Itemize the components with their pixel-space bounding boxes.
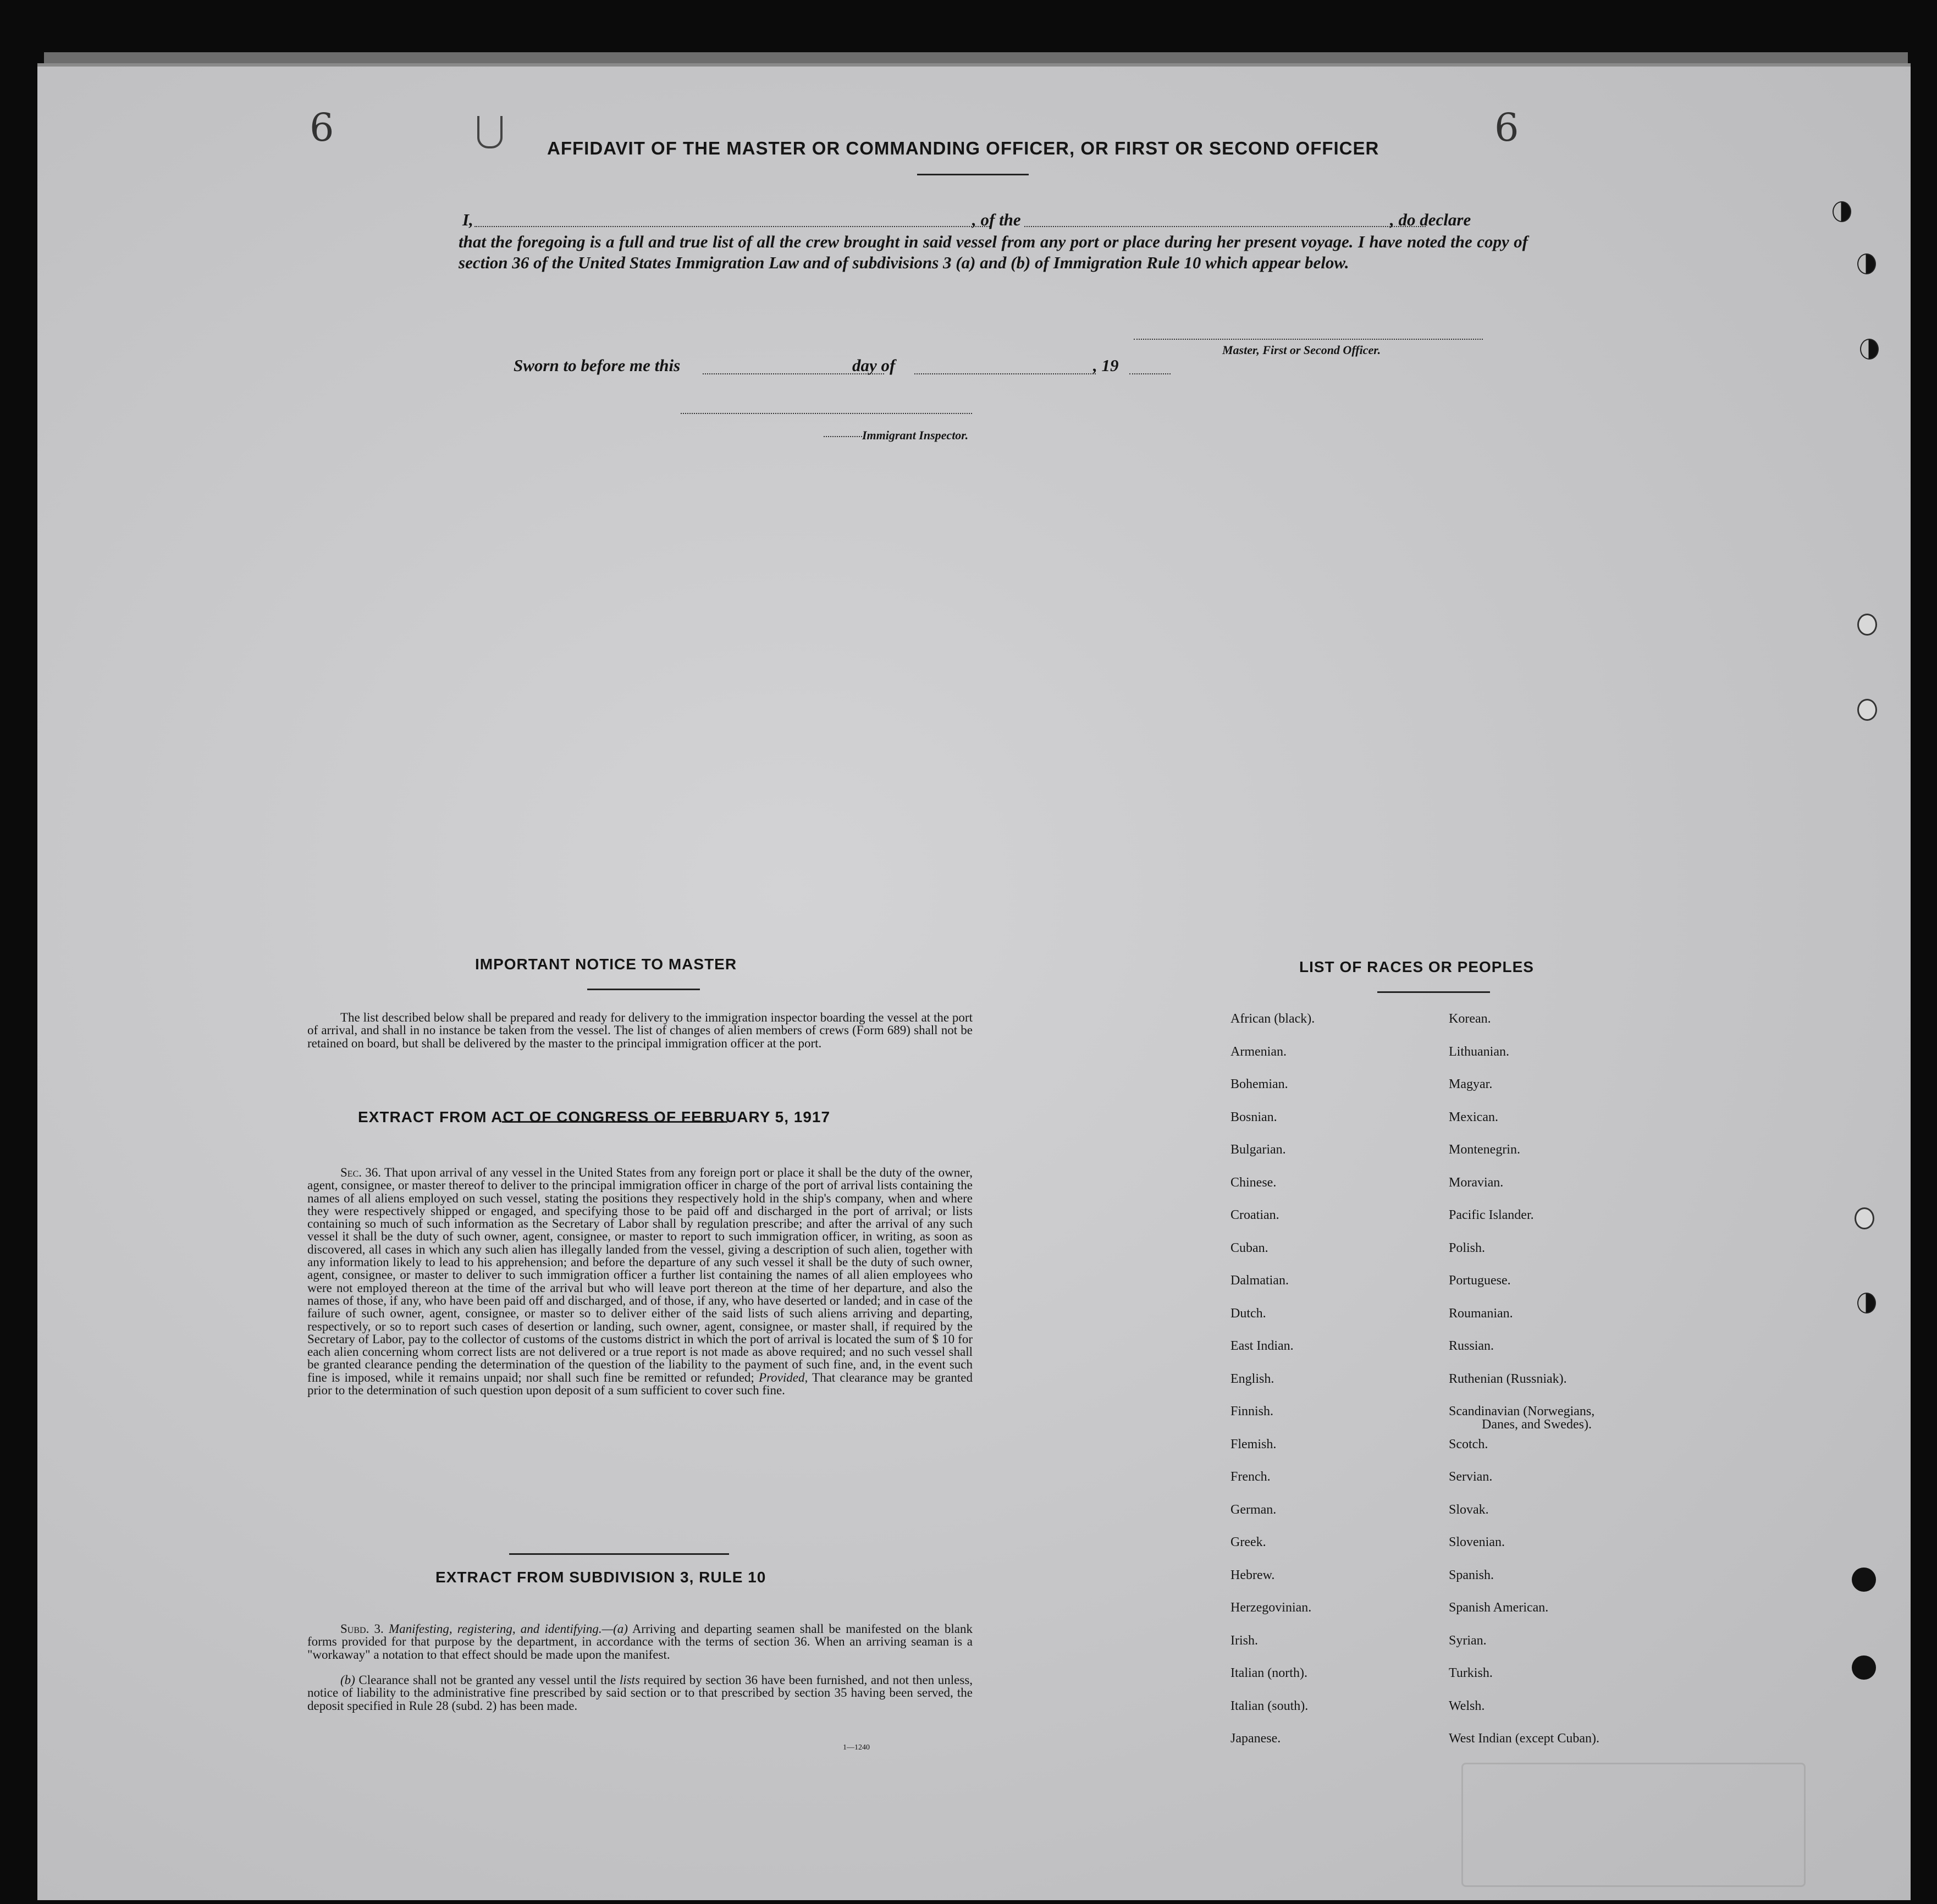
sworn-month-field[interactable] bbox=[914, 373, 1096, 374]
race-item: Croatian. bbox=[1230, 1208, 1279, 1222]
corner-mark-right: 6 bbox=[1494, 105, 1519, 150]
race-item: Lithuanian. bbox=[1449, 1044, 1509, 1059]
subd-3a-text bbox=[307, 1622, 973, 1661]
race-item: Armenian. bbox=[1230, 1044, 1287, 1059]
race-item-scandinavian: Scandinavian (Norwegians, bbox=[1449, 1404, 1595, 1419]
binder-hole bbox=[1852, 1568, 1876, 1592]
sec-36-text bbox=[307, 1166, 973, 1397]
sworn-label: Sworn to before me this bbox=[514, 356, 681, 375]
faded-stamp bbox=[1461, 1763, 1806, 1887]
race-item: Greek. bbox=[1230, 1535, 1266, 1549]
extract-rule-title: EXTRACT FROM SUBDIVISION 3, RULE 10 bbox=[435, 1569, 766, 1586]
race-item: Moravian. bbox=[1449, 1175, 1504, 1190]
bracket-mark bbox=[477, 116, 503, 148]
race-item: Pacific Islander. bbox=[1449, 1208, 1534, 1222]
race-item: Flemish. bbox=[1230, 1437, 1277, 1452]
year-label: , 19 bbox=[1093, 356, 1119, 375]
races-column-2 bbox=[1449, 1012, 1599, 1765]
sworn-year-field[interactable] bbox=[1129, 373, 1171, 374]
binder-hole bbox=[1857, 699, 1877, 721]
subd-b-label: (b) bbox=[340, 1673, 355, 1687]
inspector-signature-field[interactable] bbox=[681, 413, 972, 414]
declaration-text: that the foregoing is a full and true list of all the crew brought in said vessel from any port or place during her present voyage. I have noted the copy of section 36 of the United States Immigration Law and of subdivisions 3 (a) and (b) of Immigration Rule 10 which appear below. bbox=[459, 232, 1528, 272]
binder-hole bbox=[1855, 1207, 1874, 1229]
race-item: Magyar. bbox=[1449, 1077, 1493, 1091]
race-item: Russian. bbox=[1449, 1339, 1494, 1353]
subd-3b-body-2: required by section 36 have been furnished, and not then unless, notice of liability to the administrative fine prescribed by said section or to that prescribed by section 35 having been served, the deposit specified in Rule 28 (subd. 2) has been made. bbox=[307, 1673, 973, 1713]
race-item: Servian. bbox=[1449, 1470, 1493, 1484]
notice-underline bbox=[587, 989, 700, 990]
do-declare-label: , do declare bbox=[1390, 210, 1471, 229]
inspector-label: Immigrant Inspector. bbox=[862, 428, 969, 442]
race-item: East Indian. bbox=[1230, 1339, 1294, 1353]
race-item: German. bbox=[1230, 1502, 1277, 1517]
race-item: Bosnian. bbox=[1230, 1110, 1277, 1124]
subd-3a-body: Arriving and departing seamen shall be manifested on the blank forms provided for that purpose by the department, in accordance with the terms of section 36. When an arriving seaman is a "workaway" a notation to that effect should be made upon the manifest. bbox=[307, 1622, 973, 1662]
race-item: Chinese. bbox=[1230, 1175, 1277, 1190]
race-item: Syrian. bbox=[1449, 1633, 1487, 1648]
binder-hole bbox=[1833, 201, 1851, 222]
act-divider bbox=[509, 1553, 729, 1555]
race-item: Italian (north). bbox=[1230, 1666, 1307, 1680]
race-item: English. bbox=[1230, 1371, 1274, 1386]
sec-36-label: Sec. 36. bbox=[340, 1166, 382, 1179]
subd-3b-text bbox=[307, 1674, 973, 1712]
binder-hole bbox=[1857, 614, 1877, 636]
race-item: Dalmatian. bbox=[1230, 1273, 1289, 1288]
race-item: Bohemian. bbox=[1230, 1077, 1288, 1091]
subd-label: Subd. 3. bbox=[340, 1622, 384, 1636]
binder-hole bbox=[1857, 253, 1876, 274]
race-item: Korean. bbox=[1449, 1012, 1491, 1026]
provided-word: Provided, bbox=[759, 1370, 808, 1384]
title-underline bbox=[917, 174, 1029, 175]
race-item: Finnish. bbox=[1230, 1404, 1274, 1419]
race-item: Italian (south). bbox=[1230, 1698, 1309, 1713]
race-item: Welsh. bbox=[1449, 1698, 1485, 1713]
race-item: Portuguese. bbox=[1449, 1273, 1511, 1288]
race-item: Spanish. bbox=[1449, 1568, 1494, 1582]
race-item: Japanese. bbox=[1230, 1731, 1281, 1746]
race-item: Polish. bbox=[1449, 1240, 1486, 1255]
race-item: Roumanian. bbox=[1449, 1306, 1513, 1321]
race-item: Spanish American. bbox=[1449, 1601, 1549, 1615]
race-item: Hebrew. bbox=[1230, 1568, 1275, 1582]
form-number: 1—1240 bbox=[843, 1743, 870, 1752]
race-item: Dutch. bbox=[1230, 1306, 1266, 1321]
race-item: Mexican. bbox=[1449, 1110, 1498, 1124]
races-title: LIST OF RACES OR PEOPLES bbox=[1299, 958, 1534, 975]
race-item: Bulgarian. bbox=[1230, 1143, 1286, 1157]
corner-mark-left: 6 bbox=[310, 105, 334, 150]
race-item: Herzegovinian. bbox=[1230, 1601, 1312, 1615]
lists-word: lists bbox=[619, 1673, 640, 1687]
notice-title: IMPORTANT NOTICE TO MASTER bbox=[475, 956, 737, 973]
extract-act-title: EXTRACT FROM ACT OF CONGRESS OF FEBRUARY 5, 1917 bbox=[358, 1108, 831, 1125]
officer-signature-field[interactable] bbox=[1134, 339, 1483, 340]
race-item bbox=[1449, 1405, 1599, 1438]
binder-hole bbox=[1860, 339, 1879, 360]
sheet-top-edge bbox=[44, 52, 1908, 64]
race-item: Cuban. bbox=[1230, 1240, 1268, 1255]
notice-text: The list described below shall be prepared and ready for delivery to the immigration inspector boarding the vessel at the port of arrival, and shall in no instance be taken from the vessel. The list of changes of alien members of crews (Form 689) shall not be retained on board, but shall be delivered by the master to the principal immigration officer at the port. bbox=[307, 1011, 973, 1050]
inspector-prefix-line bbox=[824, 436, 862, 437]
race-item: Slovak. bbox=[1449, 1502, 1489, 1517]
binder-hole bbox=[1852, 1655, 1876, 1680]
subd-title: Manifesting, registering, and identifying.—(a) bbox=[388, 1622, 628, 1636]
officer-label: Master, First or Second Officer. bbox=[1222, 343, 1381, 357]
subd-3b-body-1: Clearance shall not be granted any vessel until the bbox=[358, 1673, 616, 1687]
race-item-continuation: Danes, and Swedes). bbox=[1482, 1417, 1592, 1432]
races-underline bbox=[1377, 991, 1490, 993]
race-item: Turkish. bbox=[1449, 1666, 1493, 1680]
day-of-label: day of bbox=[852, 356, 896, 375]
affidavit-title: AFFIDAVIT OF THE MASTER OR COMMANDING OFFICER, OR FIRST OR SECOND OFFICER bbox=[547, 138, 1379, 158]
race-item: West Indian (except Cuban). bbox=[1449, 1731, 1599, 1746]
declarant-name-field[interactable] bbox=[474, 226, 991, 227]
sec-36-body: That upon arrival of any vessel in the United States from any foreign port or place it shall be the duty of the owner, agent, consignee, or master thereof to deliver to the principal immigration officer in charge of the port of arrival lists containing the names of all aliens employed on such vessel, stating the positions they respectively hold in the ship's company, when and where they were respectively shipped or engaged, and specifying those to be paid off and discharged in the port of arrival; or lists containing so much of such information as the Secretary of Labor shall by regulation prescribe; and after the arrival of any such vessel it shall be the duty of such owner, agent, consignee, or master to report to such immigration officer, in writing, as soon as discovered, all cases in which any such alien has illegally landed from the vessel, giving a description of such alien, together with any information likely to lead to his apprehension; and before the departure of any such vessel it shall be the duty of such owner, agent, consignee, or master to deliver to such immigration officer a further list containing the names of all alien employees who were not employed thereon at the time of the arrival but who will leave port thereon at the time of her departure, and also the names of those, if any, who have been paid off and discharged, and of those, if any, who have deserted or landed; and in case of the failure of such owner, agent, consignee, or master so to deliver either of the said lists of such aliens arriving and departing, respectively, or so to report such cases of desertion or landing, such owner, agent, consignee, or master shall, if required by the Secretary of Labor, pay to the collector of customs of the customs district in which the port of arrival is located the sum of $ 10 for each alien concerning whom correct lists are not delivered or a true report is not made as above required; and no such vessel shall be granted clearance pending the determination of the question of the liability to the payment of such fine, and, in the event such fine is imposed, while it remains unpaid; nor shall such fine be remitted or refunded; bbox=[307, 1166, 973, 1384]
race-item: Irish. bbox=[1230, 1633, 1258, 1648]
document-page bbox=[37, 63, 1911, 1900]
sec-36-proviso: That clearance may be granted prior to the determination of such question upon deposit of a sum sufficient to cover such fine. bbox=[307, 1370, 973, 1398]
of-the-label: , of the bbox=[972, 210, 1021, 229]
race-item: French. bbox=[1230, 1470, 1271, 1484]
races-column-1 bbox=[1230, 1012, 1315, 1765]
binder-hole bbox=[1857, 1293, 1876, 1314]
race-item: Montenegrin. bbox=[1449, 1143, 1520, 1157]
declarant-prefix: I, bbox=[462, 210, 473, 229]
race-item: Ruthenian (Russniak). bbox=[1449, 1371, 1567, 1386]
race-item: African (black). bbox=[1230, 1012, 1315, 1026]
race-item: Scotch. bbox=[1449, 1437, 1488, 1452]
race-item: Slovenian. bbox=[1449, 1535, 1505, 1549]
vessel-name-field[interactable] bbox=[1024, 226, 1426, 227]
